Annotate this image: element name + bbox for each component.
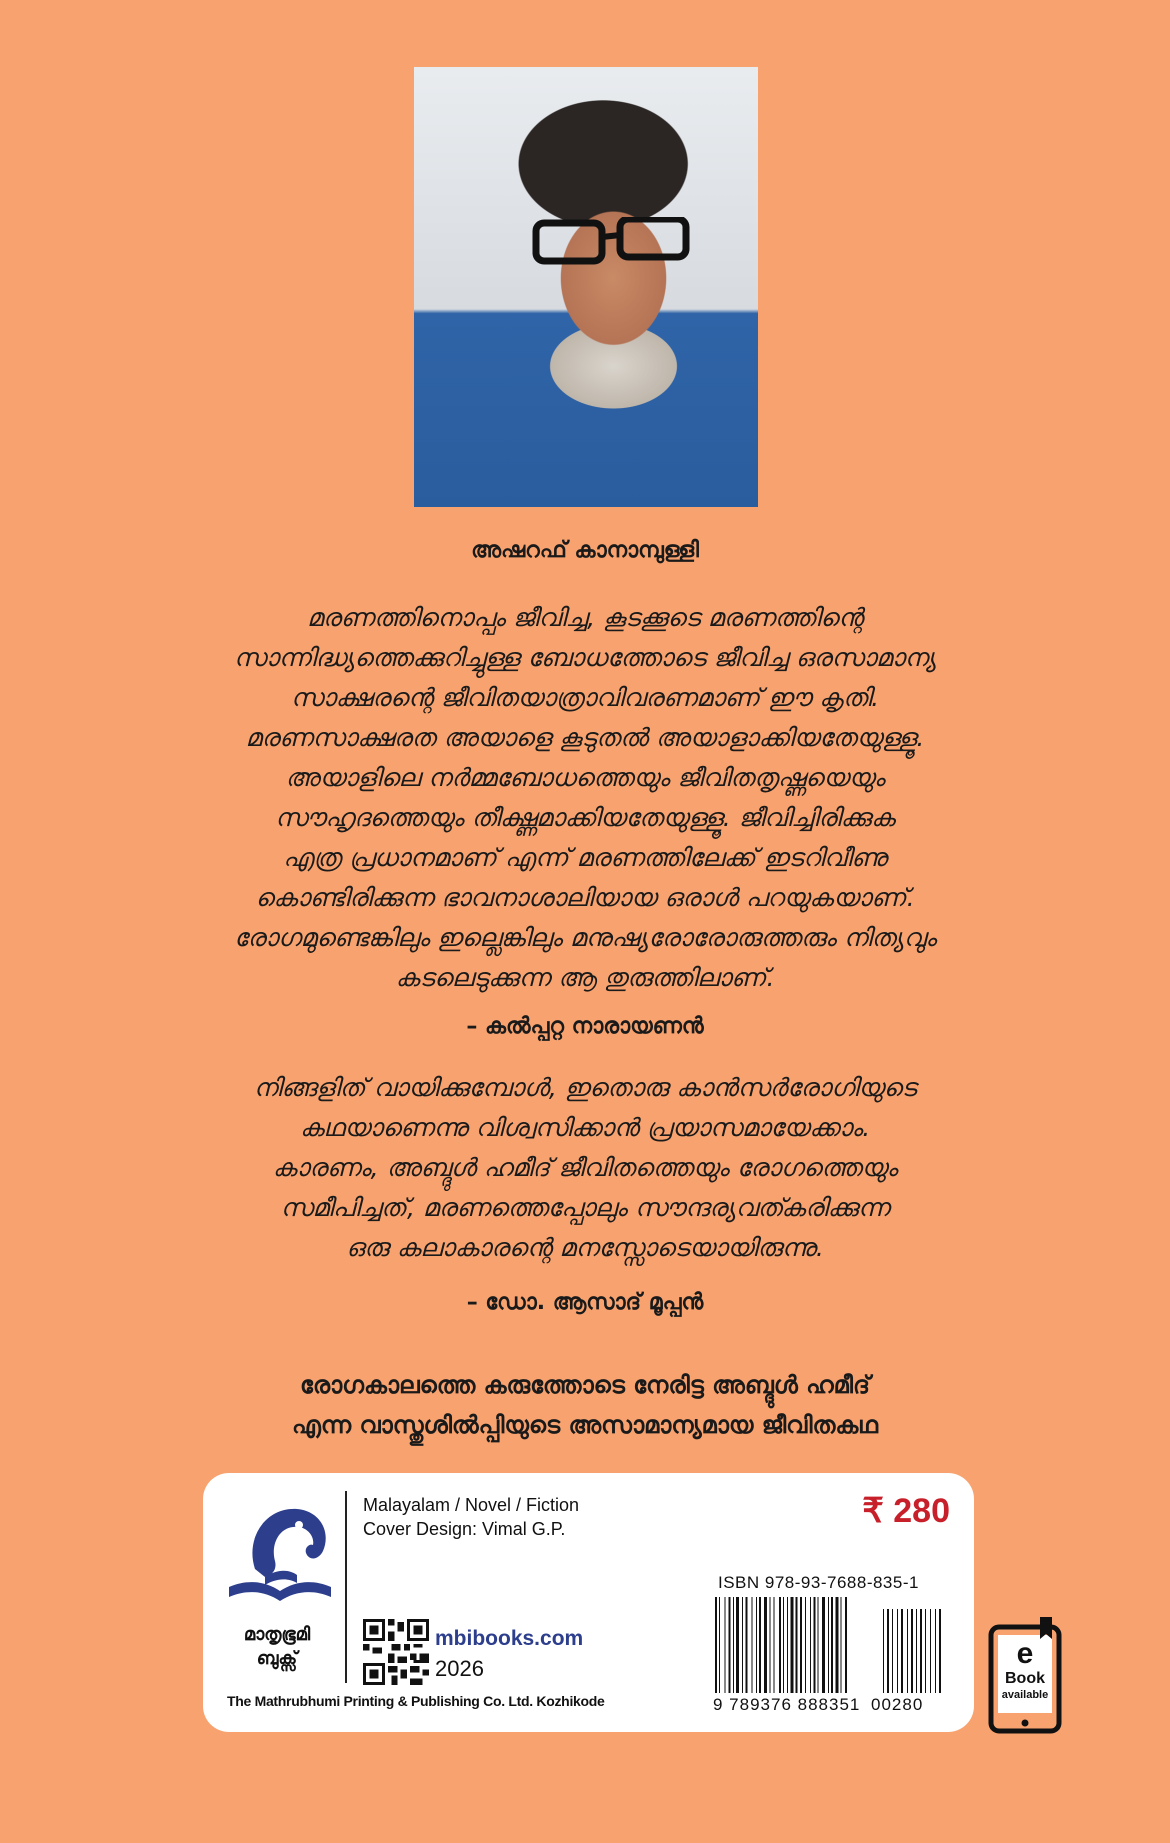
blurb-line: സാക്ഷരന്റെ ജീവിതയാത്രാവിവരണമാണ് ഈ കൃതി. [290, 683, 880, 712]
barcode-bar [831, 1597, 833, 1693]
barcode-bar [769, 1597, 770, 1693]
barcode-bar [841, 1597, 842, 1693]
barcode-digits-addon: 00280 [871, 1695, 924, 1714]
barcode-addon-bar [892, 1609, 893, 1693]
barcode-bar [719, 1597, 720, 1693]
ebook-available-badge [988, 1617, 1062, 1735]
barcode-bar [764, 1597, 767, 1693]
qr-code-icon [363, 1619, 429, 1685]
barcode-addon-bar [887, 1609, 889, 1693]
glasses-shape [532, 217, 692, 267]
barcode-bar [810, 1597, 811, 1693]
barcode-bar [813, 1597, 815, 1693]
barcode-bar [774, 1597, 775, 1693]
price: ₹ 280 [862, 1492, 950, 1530]
barcode-addon-bar [901, 1609, 903, 1693]
genre-text: Malayalam / Novel / Fiction [363, 1495, 580, 1515]
blurb-line: കടലെടുക്കുന്ന ആ തുരുത്തിലാണ്. [395, 963, 775, 992]
barcode-addon-bar [930, 1609, 931, 1693]
ebook-letter: e [1016, 1637, 1034, 1670]
tagline-line: എന്ന വാസ്തുശിൽപ്പിയുടെ അസാമാന്യമായ ജീവിതകഥ [291, 1411, 879, 1439]
blurb-line: സൗഹൃദത്തെയും തീക്ഷ്ണമാക്കിയതേയുള്ളൂ. ജീവിച്ചിരിക്കുക [275, 803, 895, 832]
publication-year: 2026 [435, 1656, 484, 1681]
barcode-addon-bar [920, 1609, 922, 1693]
blurb-line: രോഗമുണ്ടെങ്കിലും ഇല്ലെങ്കിലും മനുഷ്യരോരോരുത്തരും നിത്യവും [233, 923, 937, 952]
blurb-moopen [150, 1068, 1020, 1268]
barcode-addon-bar [939, 1609, 941, 1693]
blurb-line: മരണത്തിനൊപ്പം ജീവിച്ച, കൂടക്കൂടെ മരണത്തിന്റെ [307, 603, 863, 632]
publisher-line: ബുക്സ് [256, 1648, 298, 1669]
barcode-bar [759, 1597, 761, 1693]
ebook-word: Book [1005, 1670, 1045, 1687]
barcode-addon-bar [935, 1609, 936, 1693]
cover-design-credit: Cover Design: Vimal G.P. [363, 1519, 566, 1539]
barcode-addon-bar [911, 1609, 913, 1693]
barcode-addon-bar [907, 1609, 908, 1693]
publisher-line: മാതൃഭൂമി [243, 1624, 311, 1645]
attribution-kalpetta: – കൽപ്പറ്റ നാരായണൻ [466, 1014, 704, 1039]
attribution-moopen: – ഡോ. ആസാദ് മൂപ്പൻ [466, 1290, 704, 1315]
barcode-bar [805, 1597, 806, 1693]
barcode-bar [733, 1597, 734, 1693]
barcode-addon-bar [897, 1609, 898, 1693]
blurb-line: കൊണ്ടിരിക്കുന്ന ഭാവനാശാലിയായ ഒരാൾ പറയുകയാണ്. [255, 883, 915, 912]
divider [345, 1491, 347, 1683]
author-name: അഷറഫ് കാനാമ്പുള്ളി [471, 538, 699, 563]
genre-block [363, 1493, 579, 1541]
barcode-addon-bar [925, 1609, 926, 1693]
barcode-bar [756, 1597, 757, 1693]
blurb-line: കാരണം, അബ്ദുൾ ഹമീദ് ജീവിതത്തെയും രോഗത്തെയും [272, 1153, 898, 1182]
barcode-bar [845, 1597, 847, 1693]
company-name: The Mathrubhumi Printing & Publishing Co. Ltd. Kozhikode [227, 1693, 605, 1709]
elephant-book-logo-icon [225, 1499, 335, 1609]
barcode-addon-bar [916, 1609, 917, 1693]
isbn: ISBN 978-93-7688-835-1 [718, 1573, 919, 1592]
ebook-available-text: available [1001, 1689, 1049, 1701]
barcode-bar [783, 1597, 784, 1693]
blurb-line: മരണസാക്ഷരത അയാളെ കൂടുതൽ അയാളാക്കിയതേയുള്ളൂ. [245, 723, 925, 752]
blurb-line: ഒരു കലാകാരന്റെ മനസ്സോടെയായിരുന്നു. [346, 1233, 824, 1262]
barcode-bar [736, 1597, 739, 1693]
blurb-kalpetta [150, 598, 1020, 998]
barcode-bar [715, 1597, 717, 1693]
blurb-line: സാന്നിദ്ധ്യത്തെക്കുറിച്ചുള്ള ബോധത്തോടെ ജീവിച്ച ഒരസാമാന്യ [233, 643, 937, 672]
author-photo [414, 67, 758, 507]
barcode-bar [729, 1597, 731, 1693]
barcode-bar [828, 1597, 829, 1693]
blurb-line: എത്ര പ്രധാനമാണ് എന്ന് മരണത്തിലേക്ക് ഇടറിവീണു [283, 843, 887, 872]
barcode-bar [796, 1597, 798, 1693]
barcode-bar [790, 1597, 793, 1693]
barcode-bar [724, 1597, 725, 1693]
barcode-bar [835, 1597, 838, 1693]
barcode-bar [822, 1597, 825, 1693]
blurb-line: അയാളിലെ നർമ്മബോധത്തെയും ജീവിതതൃഷ്ണയെയും [285, 763, 885, 792]
barcode-bar [787, 1597, 788, 1693]
publisher-name-malayalam [221, 1623, 333, 1671]
barcode-bar [800, 1597, 802, 1693]
barcode-bar [745, 1597, 747, 1693]
blurb-line: സമീപിച്ചത്, മരണത്തെപ്പോലും സൗന്ദര്യവത്കരിക്കുന്ന [280, 1193, 890, 1222]
barcode-bar [779, 1597, 781, 1693]
tagline [150, 1365, 1020, 1445]
barcode-bar [818, 1597, 819, 1693]
blurb-line: കഥയാണെന്നു വിശ്വസിക്കാൻ പ്രയാസമായേക്കാം. [299, 1113, 871, 1142]
barcode-addon-bar [883, 1609, 884, 1693]
tagline-line: രോഗകാലത്തെ കരുത്തോടെ നേരിട്ട അബ്ദുൾ ഹമീദ് [300, 1371, 870, 1399]
blurb-line: നിങ്ങളിത് വായിക്കുമ്പോൾ, ഇതൊരു കാൻസർരോഗിയുടെ [253, 1073, 917, 1102]
barcode-bar [752, 1597, 753, 1693]
website-link[interactable]: mbibooks.com [435, 1627, 584, 1650]
barcode-digits-main: 9 789376 888351 [713, 1695, 861, 1714]
info-panel [203, 1473, 974, 1732]
barcode-bar [742, 1597, 743, 1693]
